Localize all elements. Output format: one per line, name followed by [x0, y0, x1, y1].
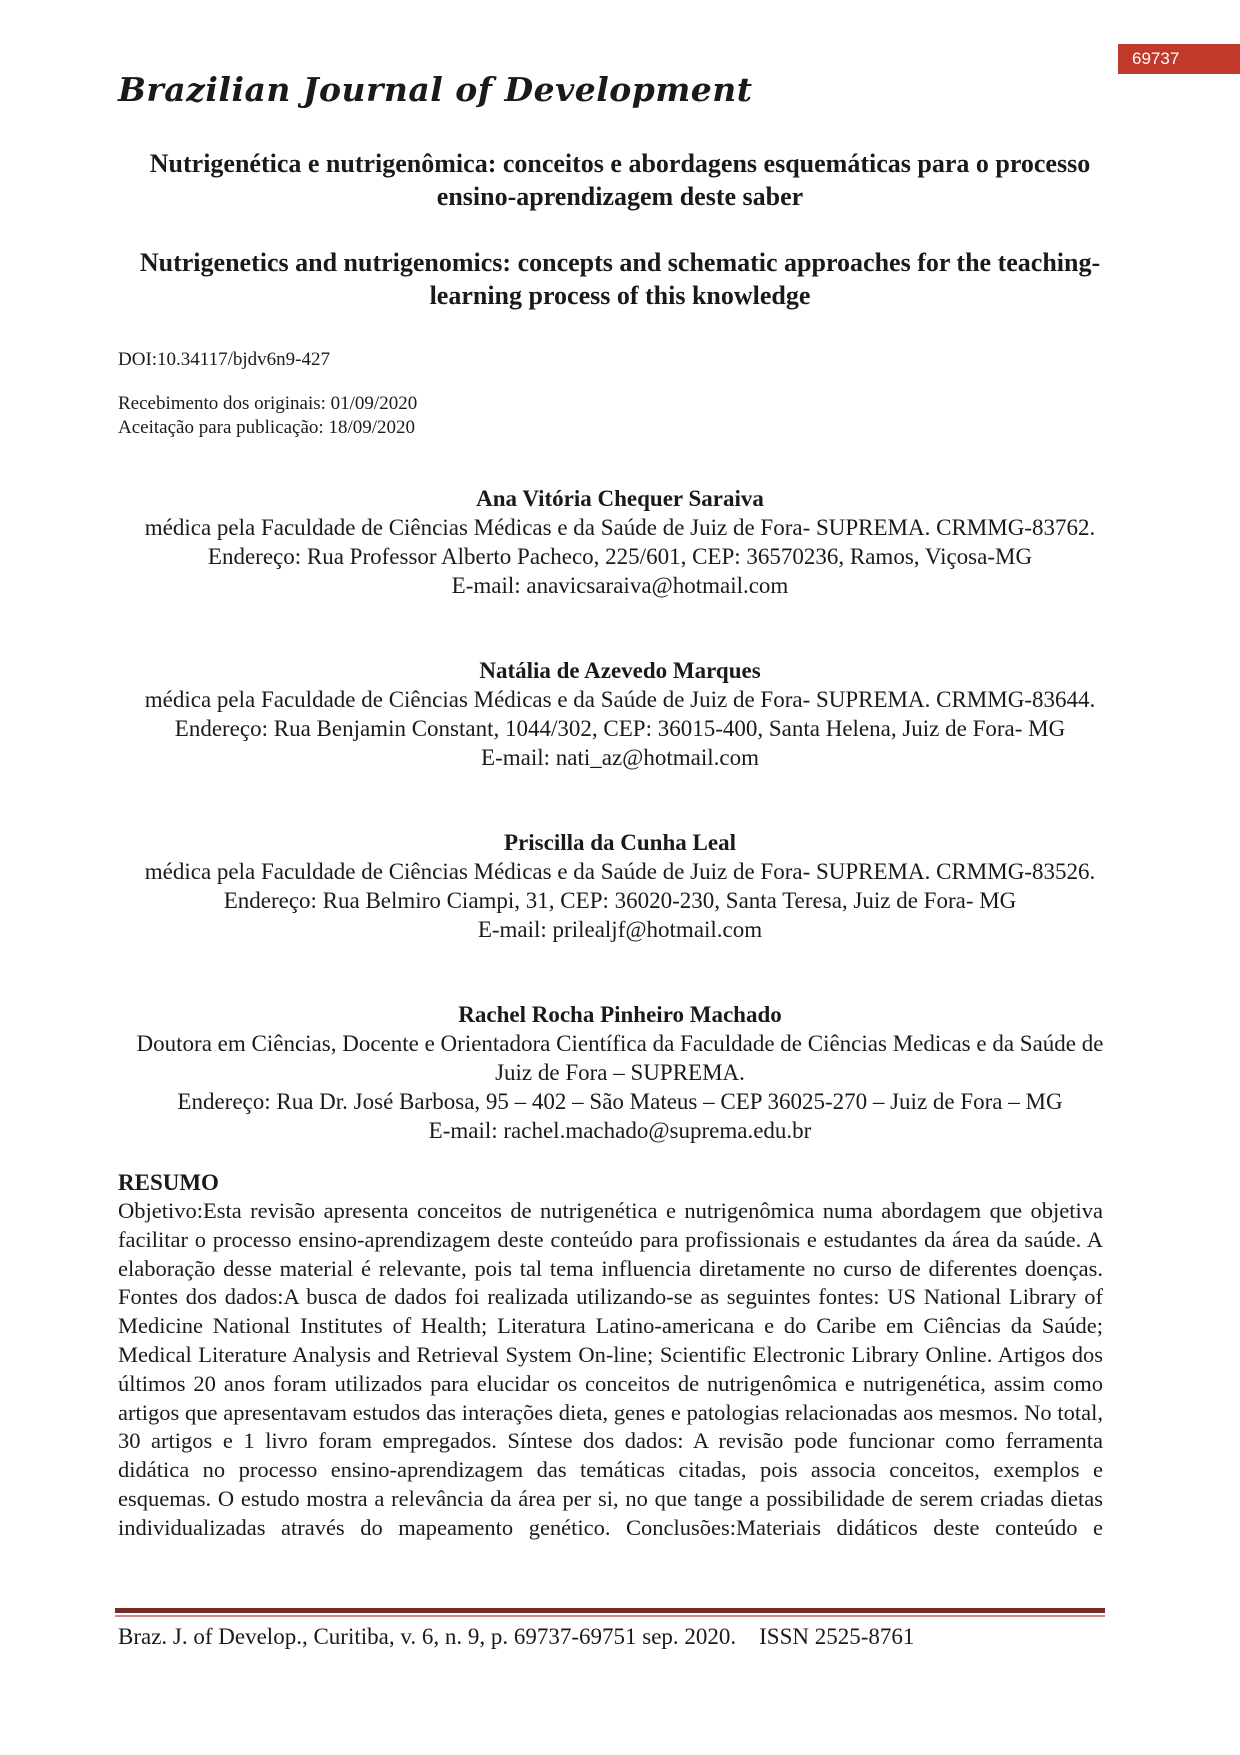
author-affiliation: Doutora em Ciências, Docente e Orientadora Científica da Faculdade de Ciências Medicas e da Saúde de Juiz de Fora – SUPREMA. — [136, 1031, 1104, 1085]
author-block — [120, 1000, 1120, 1145]
author-address: Endereço: Rua Professor Alberto Pacheco, 225/601, CEP: 36570236, Ramos, Viçosa-MG — [207, 544, 1033, 569]
author-block — [120, 484, 1120, 600]
author-block — [120, 656, 1120, 772]
received-date: Recebimento dos originais: 01/09/2020 — [118, 393, 418, 414]
author-affiliation: médica pela Faculdade de Ciências Médicas e da Saúde de Juiz de Fora- SUPREMA. CRMMG-83762. — [144, 515, 1096, 540]
title-portuguese: Nutrigenética e nutrigenômica: conceitos e abordagens esquemáticas para o processo ensino-aprendizagem deste saber — [149, 149, 1091, 211]
author-name: Ana Vitória Chequer Saraiva — [476, 486, 764, 511]
abstract-heading: RESUMO — [118, 1170, 219, 1195]
footer-divider — [115, 1608, 1105, 1613]
page-number-badge — [1118, 44, 1240, 74]
journal-title: Brazilian Journal of Development — [118, 70, 753, 109]
author-name: Priscilla da Cunha Leal — [504, 830, 736, 855]
footer-divider-accent — [115, 1615, 1105, 1617]
submission-dates — [118, 392, 417, 440]
author-email: E-mail: rachel.machado@suprema.edu.br — [428, 1118, 812, 1143]
author-affiliation: médica pela Faculdade de Ciências Médicas e da Saúde de Juiz de Fora- SUPREMA. CRMMG-83526. — [144, 859, 1096, 884]
author-email: E-mail: nati_az@hotmail.com — [481, 745, 759, 770]
author-name: Natália de Azevedo Marques — [479, 658, 761, 683]
title-english: Nutrigenetics and nutrigenomics: concepts and schematic approaches for the teaching-learning process of this knowledge — [139, 248, 1101, 310]
author-address: Endereço: Rua Benjamin Constant, 1044/302, CEP: 36015-400, Santa Helena, Juiz de Fora- MG — [174, 716, 1066, 741]
author-address: Endereço: Rua Belmiro Ciampi, 31, CEP: 36020-230, Santa Teresa, Juiz de Fora- MG — [223, 888, 1017, 913]
abstract-body: Objetivo:Esta revisão apresenta conceitos de nutrigenética e nutrigenômica numa abordagem que objetiva facilitar o processo ensino-aprendizagem deste conteúdo para profissionais e estudantes da área da saúde. A elaboração desse material é relevante, pois tal tema influencia diretamente no curso de diferentes doenças. Fontes dos dados:A busca de dados foi realizada utilizando-se as seguintes fontes: US National Library of Medicine National Institutes of Health; Literatura Latino-americana e do Caribe em Ciências da Saúde; Medical Literature Analysis and Retrieval System On-line; Scientific Electronic Library Online. Artigos dos últimos 20 anos foram utilizados para elucidar os conceitos de nutrigenômica e nutrigenética, assim como artigos que apresentavam estudos das interações dieta, genes e patologias relacionadas aos mesmos. No total, 30 artigos e 1 livro foram empregados. Síntese dos dados: A revisão pode funcionar como ferramenta didática no processo ensino-aprendizagem das temáticas citadas, pois associa conceitos, exemplos e esquemas. O estudo mostra a relevância da área per si, no que tange a possibilidade de serem criadas dietas individualizadas através do mapeamento genético. Conclusões:Materiais didáticos deste conteúdo e — [118, 1198, 1103, 1540]
accepted-date: Aceitação para publicação: 18/09/2020 — [118, 417, 416, 438]
author-email: E-mail: prilealjf@hotmail.com — [477, 917, 763, 942]
footer-citation: Braz. J. of Develop., Curitiba, v. 6, n. 9, p. 69737-69751 sep. 2020. ISSN 2525-8761 — [118, 1624, 915, 1649]
author-email: E-mail: anavicsaraiva@hotmail.com — [451, 573, 789, 598]
author-block — [120, 828, 1120, 944]
author-affiliation: médica pela Faculdade de Ciências Médicas e da Saúde de Juiz de Fora- SUPREMA. CRMMG-83644. — [144, 687, 1096, 712]
author-name: Rachel Rocha Pinheiro Machado — [458, 1002, 782, 1027]
author-address: Endereço: Rua Dr. José Barbosa, 95 – 402 – São Mateus – CEP 36025-270 – Juiz de Fora – MG — [177, 1089, 1063, 1114]
doi: DOI:10.34117/bjdv6n9-427 — [118, 349, 330, 370]
page-number: 69737 — [1132, 49, 1180, 68]
